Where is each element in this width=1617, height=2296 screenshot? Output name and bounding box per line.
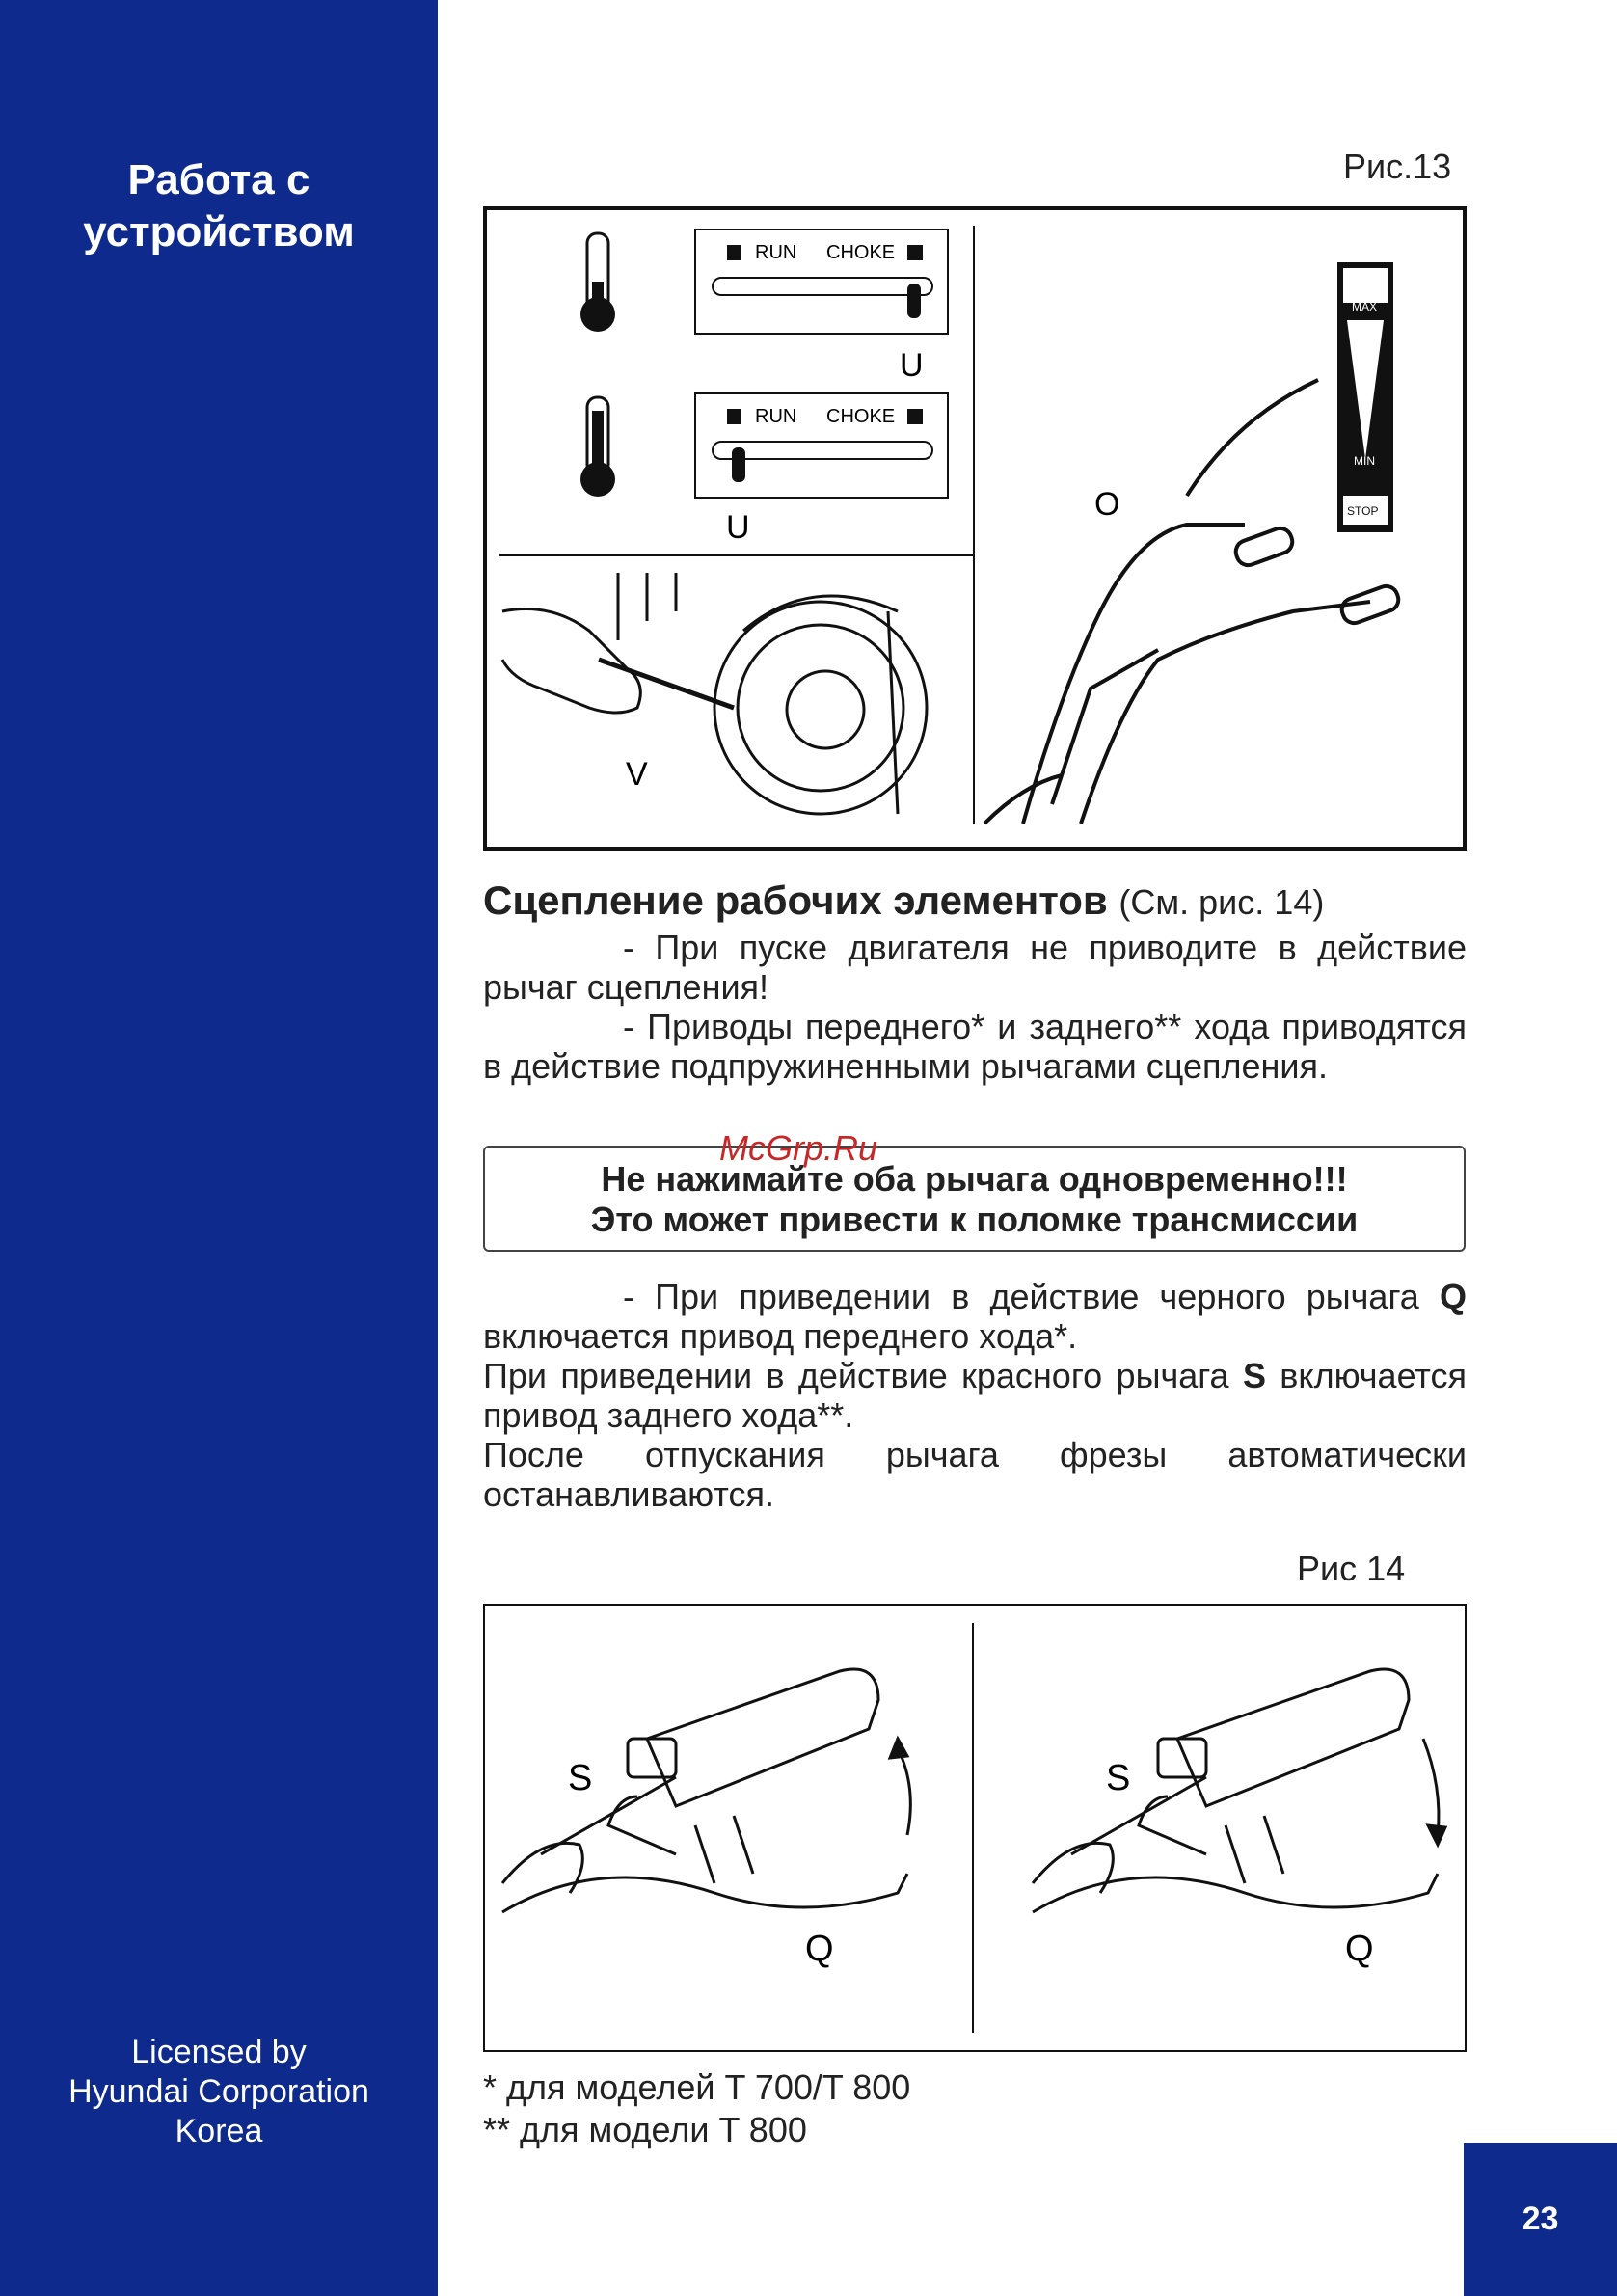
figure13-caption: Рис.13 [1343, 147, 1452, 186]
page-number: 23 [1464, 2143, 1617, 2296]
paragraph-3-rest: включается привод переднего хода*. [483, 1316, 1078, 1356]
license-text [0, 2033, 438, 2151]
throttle-panel [1337, 262, 1393, 532]
lever-q-ref: Q [1439, 1277, 1467, 1316]
thermometer-icon [580, 233, 615, 332]
choke-panel [695, 230, 948, 334]
choke-panel [695, 393, 948, 498]
paragraph-4 [483, 1356, 1467, 1435]
license-line2: Hyundai Corporation [68, 2073, 369, 2110]
warning-box [483, 1146, 1466, 1252]
throttle-min-label: MIN [1354, 454, 1375, 468]
lever-s-ref: S [1242, 1356, 1266, 1395]
figure14 [483, 1604, 1467, 2052]
label-s: S [568, 1758, 593, 1798]
section-heading [483, 878, 1467, 924]
paragraph-3-lead: - При приведении в действие черного рычага [623, 1277, 1440, 1316]
section-heading-ref: (См. рис. 14) [1118, 882, 1325, 922]
section-title-line1: Работа с [127, 156, 310, 203]
thermometer-icon [580, 397, 615, 497]
run-label: RUN [755, 406, 797, 427]
watermark: McGrp.Ru [719, 1128, 878, 1168]
label-u: U [726, 509, 750, 546]
license-line3: Korea [175, 2113, 263, 2149]
footnote-1: * для моделей T 700/T 800 [483, 2067, 911, 2107]
sidebar [0, 0, 438, 2296]
label-u: U [900, 347, 924, 384]
footnote-2: ** для модели T 800 [483, 2110, 807, 2149]
label-q: Q [805, 1929, 834, 1969]
figure13 [483, 206, 1467, 851]
throttle-stop-label: STOP [1347, 504, 1379, 518]
lever-illustration-left [502, 1669, 910, 1912]
choke-label: CHOKE [826, 242, 896, 263]
recoil-starter-illustration [502, 573, 927, 814]
section-heading-text: Сцепление рабочих элементов [483, 878, 1108, 923]
paragraph-4-lead: При приведении в действие красного рычага [483, 1356, 1243, 1395]
section-title [0, 154, 438, 258]
warning-line2: Это может привести к поломке трансмиссии [590, 1200, 1359, 1239]
run-label: RUN [755, 242, 797, 263]
figure14-caption: Рис 14 [1297, 1549, 1406, 1588]
paragraph-3 [483, 1277, 1467, 1356]
choke-label: CHOKE [826, 406, 896, 427]
label-q: Q [1345, 1929, 1374, 1969]
lever-illustration-right [1033, 1669, 1445, 1912]
figure14-drawing [483, 1604, 1467, 2052]
paragraph-4-rest: включается привод заднего хода**. [483, 1356, 1467, 1435]
paragraph-2: - Приводы переднего* и заднего** хода приводятся в действие подпружиненными рычагами сцепления. [483, 1007, 1467, 1086]
license-line1: Licensed by [131, 2034, 307, 2070]
paragraph-5: После отпускания рычага фрезы автоматически останавливаются. [483, 1435, 1467, 1514]
label-s: S [1106, 1758, 1131, 1798]
label-o: O [1094, 486, 1120, 523]
throttle-max-label: MAX [1352, 300, 1378, 313]
figure13-drawing [483, 206, 1467, 851]
paragraph-1: - При пуске двигателя не приводите в действие рычаг сцепления! [483, 928, 1467, 1007]
section-title-line2: устройством [83, 208, 355, 256]
label-v: V [626, 756, 648, 793]
warning-line1: Не нажимайте оба рычага одновременно!!! [601, 1159, 1348, 1199]
